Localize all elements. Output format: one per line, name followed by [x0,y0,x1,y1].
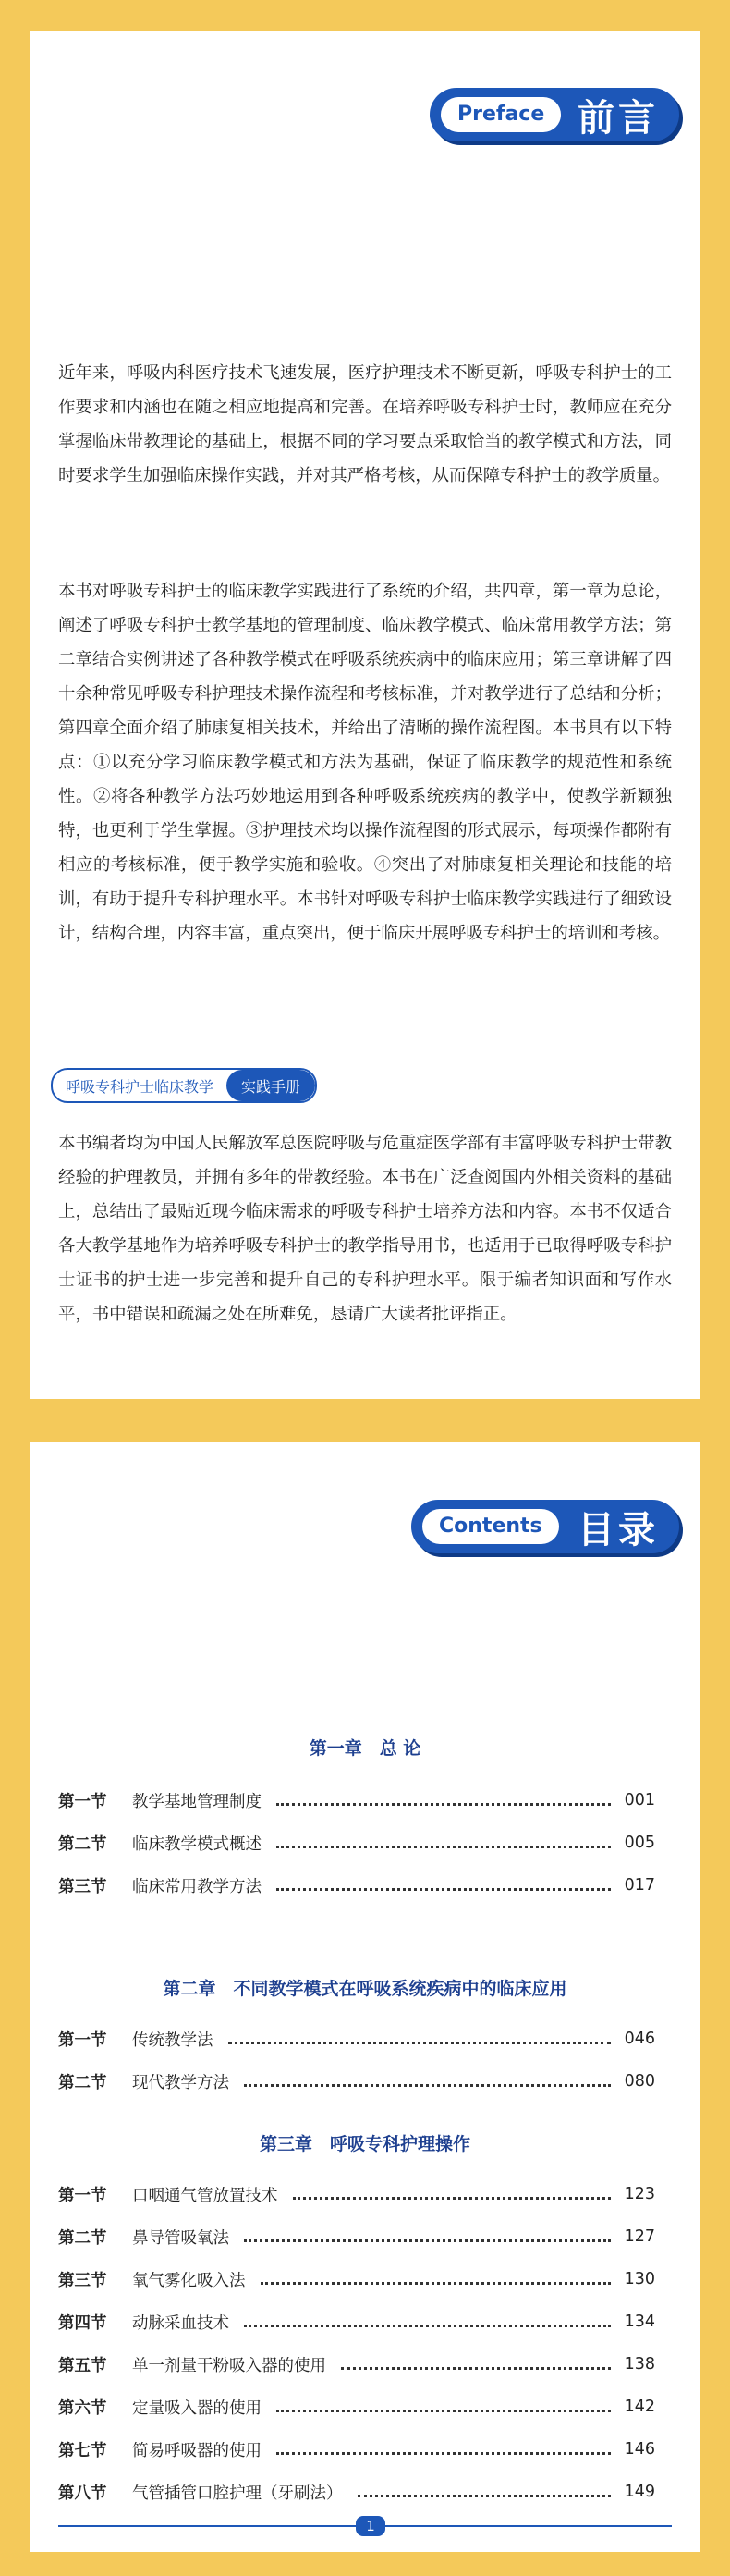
preface-paragraph-1: 近年来，呼吸内科医疗技术飞速发展，医疗护理技术不断更新，呼吸专科护士的工作要求和内涵也在随之相应地提高和完善。在培养呼吸专科护士时，教师应在充分掌握临床带教理论的基础上，根据不同的学习要点采取恰当的教学模式和方法，同时要求学生加强临床操作实践，并对其严格考核，从而保障专科护士的教学质量。 [58,363,672,485]
page-number: 1 [356,2516,385,2536]
toc-section-title: 现代教学方法 [132,2073,229,2092]
toc-row[interactable] [58,2265,655,2293]
toc-section-title: 传统教学法 [132,2030,213,2050]
toc-row[interactable] [58,1786,655,1814]
contents-header-cn: 目录 [578,1508,659,1552]
toc-page-number: 146 [624,2440,655,2459]
toc-page-number: 001 [624,1791,655,1809]
banner-title: 呼吸专科护士临床教学 [66,1077,214,1096]
toc-row[interactable] [58,2223,655,2251]
toc-page-number: 017 [624,1876,655,1895]
toc-page-number: 046 [624,2030,655,2048]
toc-section-title: 氧气雾化吸入法 [132,2271,246,2290]
toc-page-number: 130 [624,2270,655,2288]
toc-row[interactable] [58,2393,655,2421]
toc-section-number: 第四节 [58,2313,107,2333]
toc-section-number: 第八节 [58,2484,107,2503]
toc-chapter-title: 第一章 总 论 [309,1738,421,1759]
toc-section-number: 第五节 [58,2356,107,2375]
toc-dot-leader [244,2323,611,2327]
preface-page [30,31,700,1399]
toc-chapter-title: 第三章 呼吸专科护理操作 [259,2134,470,2154]
toc-section-title: 临床常用教学方法 [132,1877,262,1896]
toc-dot-leader [261,2280,612,2285]
toc-section-number: 第六节 [58,2398,107,2418]
toc-chapter-title: 第二章 不同教学模式在呼吸系统疾病中的临床应用 [163,1979,567,1999]
toc-row[interactable] [58,2025,655,2053]
toc-row[interactable] [58,2180,655,2208]
toc-section-number: 第二节 [58,1834,107,1854]
preface-paragraph-2: 本书对呼吸专科护士的临床教学实践进行了系统的介绍，共四章，第一章为总论，阐述了呼吸专科护士教学基地的管理制度、临床教学模式、临床常用教学方法；第二章结合实例讲述了各种教学模式在呼吸系统疾病中的临床应用；第三章讲解了四十余种常见呼吸专科护理技术操作流程和考核标准，并对教学进行了总结和分析；第四章全面介绍了肺康复相关技术，并给出了清晰的操作流程图。本书具有以下特点：①以充分学习临床教学模式和方法为基础，保证了临床教学的规范性和系统性。②将各种教学方法巧妙地运用到各种呼吸系统疾病的教学中，使教学新颖独特，也更利于学生掌握。③护理技术均以操作流程图的形式展示，每项操作都附有相应的考核标准，便于教学实施和验收。④突出了对肺康复相关理论和技能的培训，有助于提升专科护理水平。本书针对呼吸专科护士临床教学实践进行了细致设计，结构合理，内容丰富，重点突出，便于临床开展呼吸专科护士的培训和考核。 [58,582,672,943]
toc-page-number: 123 [624,2185,655,2203]
toc-dot-leader [244,2238,611,2242]
toc-section-number: 第一节 [58,2030,107,2050]
toc-row[interactable] [58,1829,655,1857]
toc-section-title: 鼻导管吸氧法 [132,2228,229,2248]
toc-section-title: 动脉采血技术 [132,2313,229,2333]
toc-row[interactable] [58,2435,655,2463]
toc-row[interactable] [58,1871,655,1899]
preface-header-en: Preface [441,97,561,132]
toc-dot-leader [276,2408,611,2412]
contents-header [411,1500,679,1553]
toc-section-number: 第二节 [58,2228,107,2248]
toc-section-number: 第七节 [58,2441,107,2460]
toc-dot-leader [276,1844,611,1848]
toc-page-number: 142 [624,2398,655,2416]
toc-section-title: 教学基地管理制度 [132,1792,262,1811]
toc-dot-leader [341,2365,611,2370]
toc-section-title: 气管插管口腔护理（牙刷法） [132,2484,343,2503]
toc-row[interactable] [58,2067,655,2095]
toc-dot-leader [358,2493,612,2497]
toc-section-number: 第一节 [58,2186,107,2205]
toc-page-number: 080 [624,2072,655,2091]
toc-section-title: 临床教学模式概述 [132,1834,262,1854]
toc-section-title: 口咽通气管放置技术 [132,2186,278,2205]
preface-header [430,88,679,141]
toc-row[interactable] [58,2350,655,2378]
toc-page-number: 127 [624,2227,655,2246]
toc-dot-leader [244,2082,611,2087]
toc-dot-leader [276,2450,611,2455]
toc-page-number: 149 [624,2483,655,2501]
toc-row[interactable] [58,2478,655,2506]
preface-header-cn: 前言 [578,96,659,140]
toc-section-number: 第一节 [58,1792,107,1811]
toc-page-number: 005 [624,1834,655,1852]
toc-dot-leader [228,2040,612,2044]
toc-dot-leader [293,2195,612,2200]
toc-section-title: 简易呼吸器的使用 [132,2441,262,2460]
book-title-banner [51,1068,317,1103]
toc-dot-leader [276,1801,611,1806]
toc-section-title: 定量吸入器的使用 [132,2398,262,2418]
contents-header-en: Contents [422,1509,559,1544]
toc-dot-leader [276,1886,611,1891]
banner-subtitle: 实践手册 [226,1070,315,1101]
contents-page [30,1442,700,2552]
toc-section-number: 第三节 [58,1877,107,1896]
preface-paragraph-3: 本书编者均为中国人民解放军总医院呼吸与危重症医学部有丰富呼吸专科护士带教经验的护理教员，并拥有多年的带教经验。本书在广泛查阅国内外相关资料的基础上，总结出了最贴近现今临床需求的呼吸专科护士培养方法和内容。本书不仅适合各大教学基地作为培养呼吸专科护士的教学指导用书，也适用于已取得呼吸专科护士证书的护士进一步完善和提升自己的专科护理水平。限于编者知识面和写作水平，书中错误和疏漏之处在所难免，恳请广大读者批评指正。 [58,1134,672,1324]
toc-section-title: 单一剂量干粉吸入器的使用 [132,2356,326,2375]
toc-page-number: 134 [624,2312,655,2331]
toc-section-number: 第三节 [58,2271,107,2290]
toc-section-number: 第二节 [58,2073,107,2092]
toc-page-number: 138 [624,2355,655,2374]
toc-row[interactable] [58,2308,655,2336]
